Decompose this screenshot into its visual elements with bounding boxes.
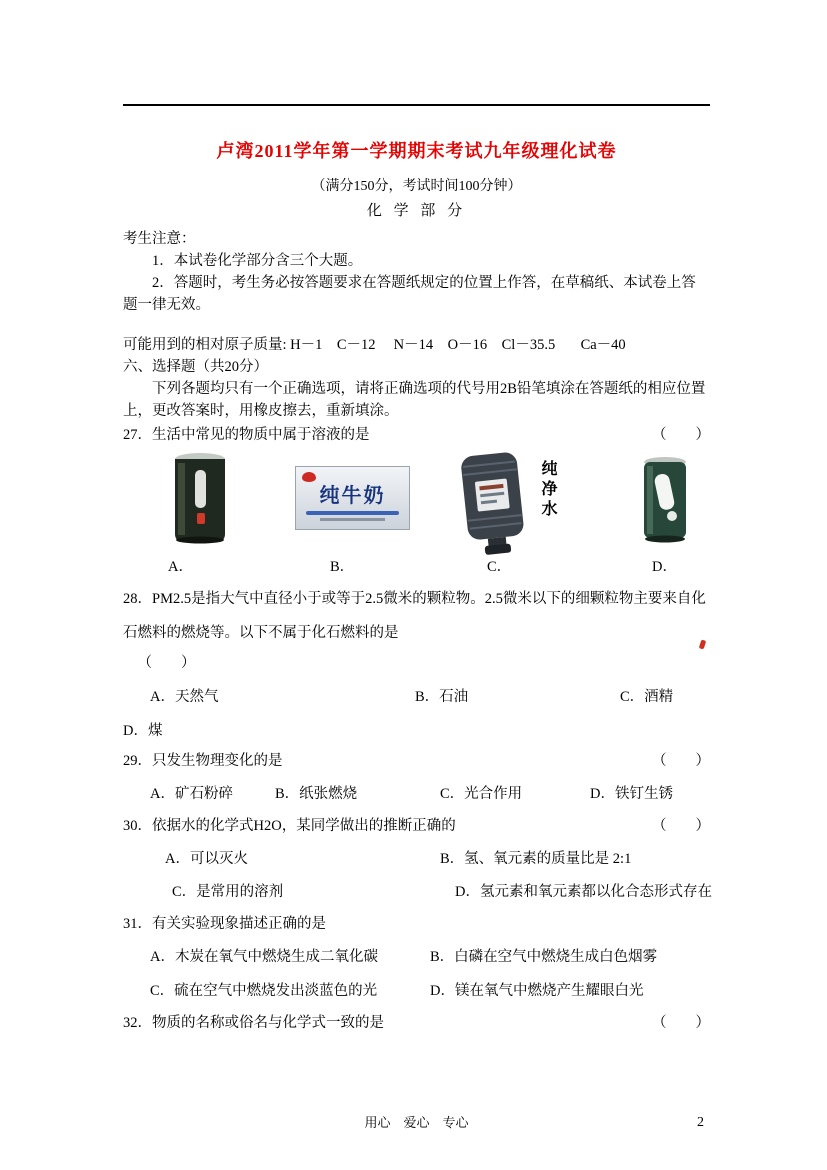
- question-29-options-row: [123, 783, 710, 805]
- candidate-notice-heading: 考生注意：: [123, 231, 196, 247]
- milk-carton-wave-stripe: [306, 511, 399, 515]
- chemistry-section-heading: 化 学 部 分: [366, 203, 467, 219]
- question-28-option-d: D．煤: [123, 723, 163, 739]
- question-27: [123, 424, 710, 446]
- question-27-figure: [123, 452, 710, 582]
- question-29-option-b: B．纸张燃烧: [275, 786, 358, 802]
- section-six-heading: 六、选择题（共20分）: [123, 359, 268, 375]
- notice-item-1: 1．本试卷化学部分含三个大题。: [152, 253, 363, 269]
- question-31-option-b: B．白磷在空气中燃烧生成白色烟雾: [430, 949, 658, 965]
- figure-label-b: B．: [330, 559, 355, 575]
- question-27-stem: 27．生活中常见的物质中属于溶液的是: [123, 427, 370, 443]
- page-content: [123, 0, 710, 1034]
- footer-motto: 用心 爱心 专心: [364, 1115, 469, 1130]
- question-31-options-row-2: [123, 980, 710, 1002]
- question-31-option-c: C．硫在空气中燃烧发出淡蓝色的光: [150, 983, 378, 999]
- answer-bracket-27: （ ）: [652, 427, 710, 443]
- question-28-option-b: B．石油: [415, 689, 469, 705]
- question-30-option-d: D．氢元素和氧元素都以化合态形式存在: [455, 884, 712, 900]
- answer-bracket-29: （ ）: [652, 753, 710, 769]
- atomic-mass-line: 可能用到的相对原子质量: H－1 C－12 N－14 O－16 Cl－35.5 Ca－40: [123, 337, 626, 353]
- milk-carton-image: [295, 466, 410, 530]
- question-28-stem: 28．PM2.5是指大气中直径小于或等于2.5微米的颗粒物。2.5微米以下的细颗粒物主要来自化石燃料的燃烧等。以下不属于化石燃料的是: [123, 591, 706, 641]
- water-jug-image: [455, 452, 531, 561]
- question-31-options-row-1: [123, 946, 710, 968]
- question-29-stem: 29．只发生物理变化的是: [123, 753, 283, 769]
- page-number: 2: [697, 1115, 704, 1130]
- figure-label-d: D．: [652, 559, 677, 575]
- question-28-options-row: [123, 686, 710, 708]
- water-jug-graphic: [455, 452, 531, 556]
- question-28-option-c: C．酒精: [620, 689, 674, 705]
- question-31-option-d: D．镁在氧气中燃烧产生耀眼白光: [430, 983, 644, 999]
- answer-bracket-32: （ ）: [652, 1015, 710, 1031]
- milk-brand-logo-mark: [302, 472, 316, 482]
- beverage-can-a-graphic: [170, 452, 230, 544]
- question-30-option-c: C．是常用的溶剂: [172, 884, 284, 900]
- question-28-option-a: A．天然气: [150, 689, 219, 705]
- question-30: [123, 815, 710, 837]
- question-32: [123, 1012, 710, 1034]
- question-31-option-a: A．木炭在氧气中燃烧生成二氧化碳: [150, 949, 378, 965]
- question-30-options-row-1: [123, 848, 710, 870]
- question-31-stem: 31．有关实验现象描述正确的是: [123, 916, 326, 932]
- beverage-can-image-a: [170, 452, 230, 549]
- question-30-stem: 30．依据水的化学式H2O，某同学做出的推断正确的: [123, 818, 456, 834]
- top-rule-divider: [123, 104, 710, 106]
- section-six-instruction: 下列各题均只有一个正确选项，请将正确选项的代号用2B铅笔填涂在答题纸的相应位置上，更改答案时，用橡皮擦去，重新填涂。: [123, 381, 706, 419]
- question-29: [123, 750, 710, 772]
- question-29-option-c: C．光合作用: [440, 786, 523, 802]
- question-32-stem: 32．物质的名称或俗名与化学式一致的是: [123, 1015, 384, 1031]
- beverage-can-d-graphic: [640, 456, 690, 544]
- question-30-option-a: A．可以灭火: [165, 851, 248, 867]
- notice-item-2: 2．答题时，考生务必按答题要求在答题纸规定的位置上作答，在草稿纸、本试卷上答题一律无效。: [123, 275, 696, 313]
- page-footer: [123, 1112, 710, 1134]
- figure-label-c: C．: [487, 559, 512, 575]
- milk-carton-smallprint: [320, 518, 385, 521]
- milk-carton-text: 纯牛奶: [319, 485, 386, 507]
- answer-bracket-30: （ ）: [652, 818, 710, 834]
- answer-bracket-28: （ ）: [137, 655, 196, 671]
- figure-label-a: A．: [168, 559, 193, 575]
- question-29-option-a: A．矿石粉碎: [150, 786, 233, 802]
- question-30-options-row-2: [123, 881, 710, 903]
- exam-title: 卢湾2011学年第一学期期末考试九年级理化试卷: [216, 141, 617, 161]
- question-29-option-d: D．铁钉生锈: [590, 786, 673, 802]
- question-30-option-b: B．氢、氧元素的质量比是 2:1: [440, 851, 632, 867]
- beverage-can-image-d: [640, 456, 690, 549]
- water-jug-side-label: 纯净水: [539, 460, 556, 520]
- exam-subtitle: （满分150分，考试时间100分钟）: [311, 179, 522, 194]
